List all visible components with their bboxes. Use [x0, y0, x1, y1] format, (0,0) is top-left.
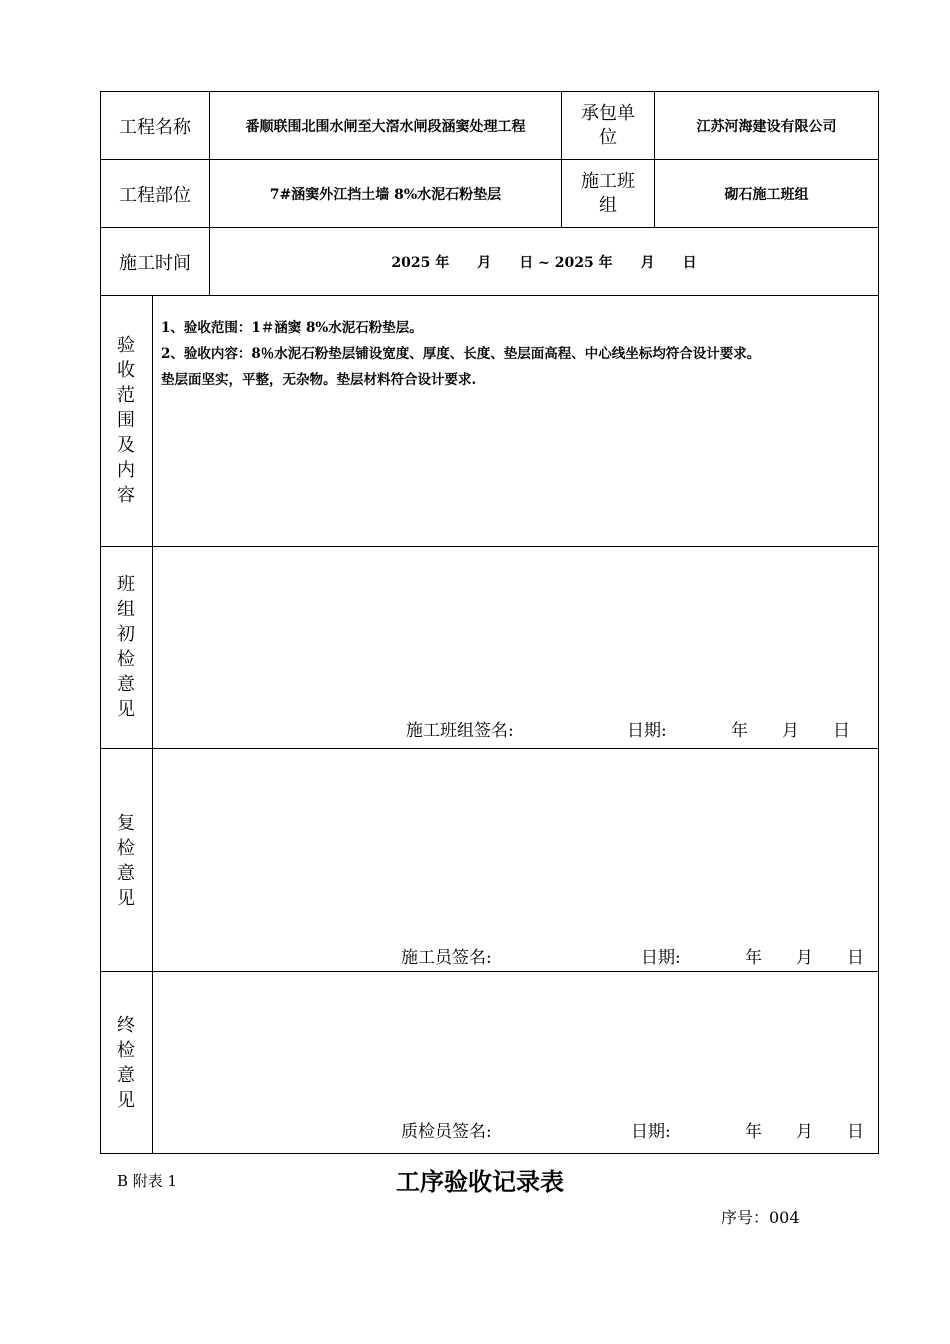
construction-team-label: 施工班组: [581, 170, 635, 216]
initial-inspection-label: 班 组 初 检 意 见: [117, 574, 135, 720]
scope-content: [161, 315, 876, 393]
appendix-label: B 附表 1: [117, 1172, 178, 1190]
recheck-label: 复 检 意 见: [117, 813, 135, 909]
date-label: 日期:: [631, 1122, 671, 1142]
final-inspection-label: 终 检 意 见: [117, 1015, 135, 1111]
row-divider: [100, 971, 879, 972]
date-fields: 年 月 日: [731, 721, 850, 741]
scope-line: 1、验收范围：1＃涵窦 8%水泥石粉垫层。: [161, 320, 423, 336]
scope-line: 垫层面坚实，平整，无杂物。垫层材料符合设计要求.: [161, 372, 477, 388]
table-border-bottom: [100, 1153, 879, 1154]
construction-team-value: 砌石施工班组: [724, 186, 809, 203]
date-fields: 年 月 日: [745, 1122, 864, 1142]
scope-line: 2、验收内容：8％水泥石粉垫层铺设宽度、厚度、长度、垫层面高程、中心线坐标均符合设计要求。: [161, 346, 761, 362]
serial-number: 序号：004: [721, 1208, 800, 1227]
team-signature-label: 施工班组签名:: [406, 721, 514, 741]
constructor-signature-label: 施工员签名:: [401, 948, 492, 968]
row-divider: [100, 546, 879, 547]
table-border-right: [878, 91, 879, 1154]
inspector-signature-label: 质检员签名:: [401, 1122, 492, 1142]
form-title: 工序验收记录表: [396, 1167, 564, 1196]
narrow-label-divider: [152, 295, 153, 1154]
project-part-label: 工程部位: [119, 184, 191, 206]
contractor-value: 江苏河海建设有限公司: [696, 118, 837, 135]
date-fields: 年 月 日: [745, 948, 864, 968]
date-label: 日期:: [641, 948, 681, 968]
date-label: 日期:: [627, 721, 667, 741]
construction-time-value: 2025 年 月 日 ~ 2025 年 月 日: [391, 254, 697, 271]
project-name-value: 番顺联围北围水闸至大滘水闸段涵窦处理工程: [245, 118, 526, 135]
construction-time-label: 施工时间: [119, 252, 191, 274]
project-name-label: 工程名称: [119, 116, 191, 138]
project-part-value: 7#涵窦外江挡土墙 8%水泥石粉垫层: [269, 186, 502, 203]
row-divider: [100, 295, 879, 296]
contractor-label: 承包单位: [581, 102, 635, 148]
row-divider: [100, 748, 879, 749]
scope-label: 验 收 范 围 及 内 容: [117, 335, 135, 506]
